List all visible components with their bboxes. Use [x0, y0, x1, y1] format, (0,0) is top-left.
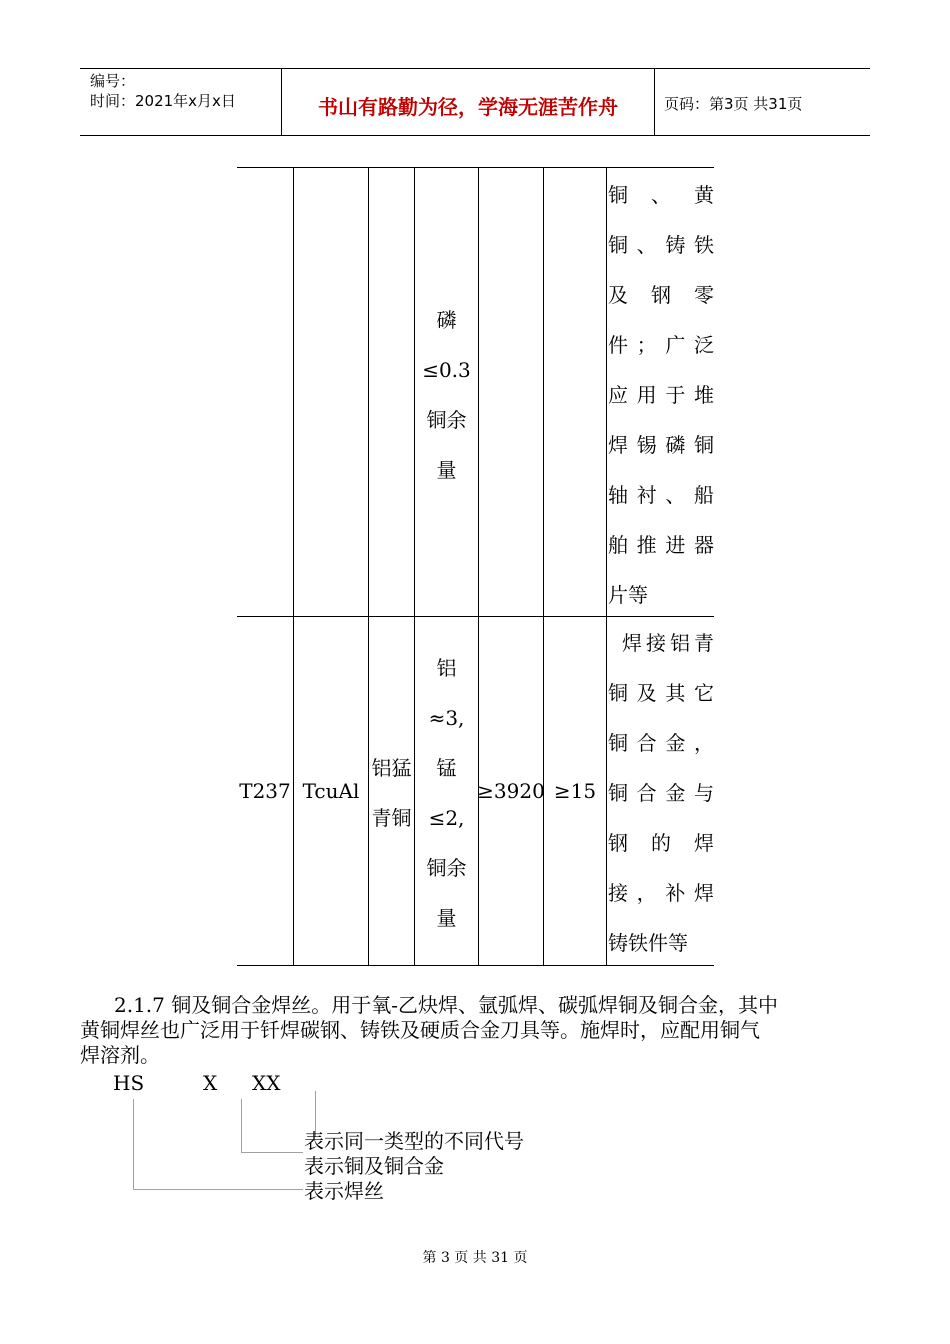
designation-label-xx: 表示同一类型的不同代号	[304, 1129, 524, 1153]
designation-label-x: 表示铜及铜合金	[304, 1154, 444, 1178]
code-label: 编号：	[90, 72, 136, 90]
table-cell-composition: 磷 ≤0.3 铜余 量	[422, 308, 471, 482]
header-page-info: 页码：第3页 共31页	[664, 95, 803, 113]
body-paragraph: 2.1.7 铜及铜合金焊丝。用于氧-乙炔焊、氩弧焊、碳弧焊铜及铜合金，其中 黄铜焊丝也广泛用于钎焊碳钢、铸铁及硬质合金刀具等。施焊时，应配用铜气 焊溶剂。	[80, 993, 779, 1067]
page-footer: 第 3 页 共 31 页	[422, 1250, 528, 1266]
header-motto: 书山有路勤为径，学海无涯苦作舟	[318, 95, 618, 119]
leader-line	[241, 1099, 242, 1153]
header-meta	[90, 71, 236, 111]
header-divider	[654, 68, 655, 136]
leader-line	[241, 1152, 303, 1153]
time-label: 时间：2021年x月x日	[90, 92, 236, 110]
designation-prefix: HS	[113, 1071, 145, 1095]
table-cell-strength: ≥3920	[477, 778, 545, 803]
table-cell-name: 铝猛 青铜	[371, 756, 412, 830]
header-bottom-rule	[80, 135, 870, 136]
table-cell-use: 焊接铝青 铜及其它 铜合金， 铜合金与 钢 的 焊 接，补焊 铸铁件等	[608, 631, 714, 955]
table-col-rule	[368, 167, 369, 965]
table-cell-composition: 铝 ≈3, 锰 ≤2, 铜余 量	[426, 656, 467, 930]
header-top-rule	[80, 68, 870, 69]
table-col-rule	[606, 167, 607, 965]
table-cell-model: TcuAl	[302, 778, 360, 803]
leader-line	[133, 1189, 303, 1190]
designation-xx: XX	[252, 1071, 281, 1095]
designation-x: X	[203, 1071, 218, 1095]
designation-label-hs: 表示焊丝	[304, 1179, 384, 1203]
table-cell-use: 铜 、 黄 铜、铸铁 及 钢 零 件；广泛 应用于堆 焊锡磷铜 轴衬、船 舶推进器 片等	[608, 183, 714, 607]
table-cell-elongation: ≥15	[553, 778, 597, 803]
table-cell-grade: T237	[239, 778, 291, 803]
header-divider	[281, 68, 282, 136]
table-rule	[237, 167, 714, 168]
leader-line	[133, 1099, 134, 1190]
